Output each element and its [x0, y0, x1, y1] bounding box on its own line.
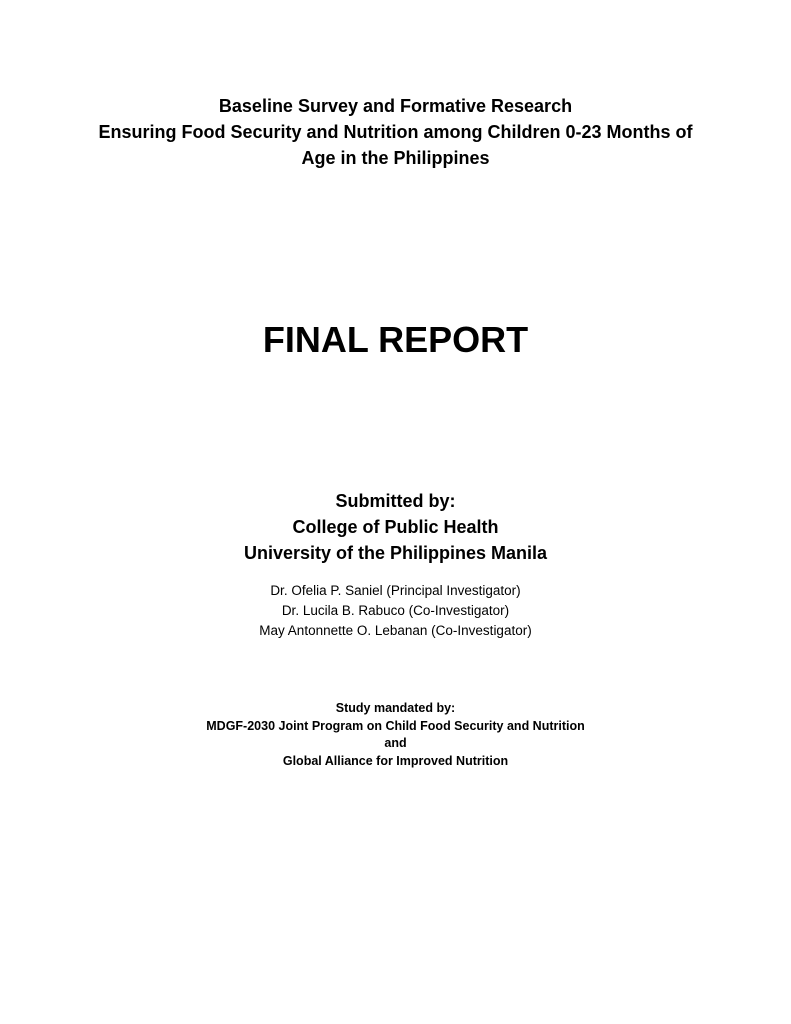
co-investigator-2: May Antonnette O. Lebanan (Co-Investigator) — [259, 623, 532, 638]
mandate-label: Study mandated by: — [335, 701, 456, 715]
mandate-conjunction: and — [384, 736, 407, 750]
college-name: College of Public Health — [292, 517, 499, 537]
study-mandate-section — [0, 700, 791, 770]
investigators-list — [0, 581, 791, 641]
co-investigator-1: Dr. Lucila B. Rabuco (Co-Investigator) — [281, 603, 510, 618]
title-line-3: Age in the Philippines — [301, 148, 490, 168]
report-title — [0, 93, 791, 171]
principal-investigator: Dr. Ofelia P. Saniel (Principal Investigator) — [270, 583, 521, 598]
submitted-by-section — [0, 488, 791, 566]
title-line-2: Ensuring Food Security and Nutrition among Children 0-23 Months of — [98, 122, 693, 142]
title-line-1: Baseline Survey and Formative Research — [218, 96, 573, 116]
university-name: University of the Philippines Manila — [243, 543, 548, 563]
mandate-program: MDGF-2030 Joint Program on Child Food Security and Nutrition — [206, 718, 585, 733]
submitted-by-label: Submitted by: — [335, 491, 456, 511]
mandate-alliance: Global Alliance for Improved Nutrition — [282, 753, 509, 768]
final-report-heading: FINAL REPORT — [262, 319, 529, 360]
